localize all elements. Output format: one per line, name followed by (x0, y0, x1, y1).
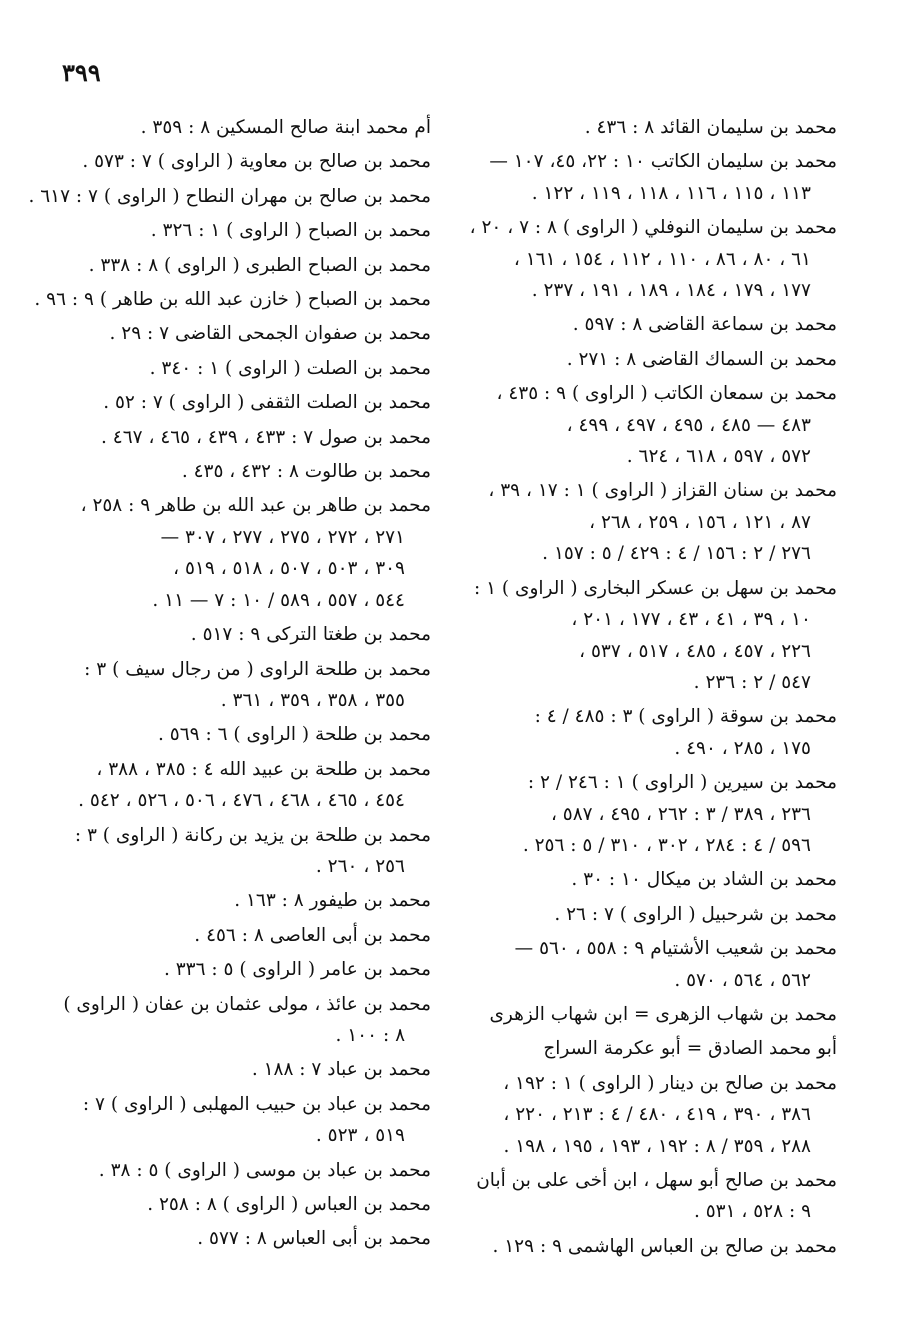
entry-heading-line: محمد بن عباد بن حبيب المهلبى ( الراوى ) ٧ : (82, 1093, 431, 1115)
index-entry (437, 344, 837, 375)
entry-continuation-line: ١٧٥ ، ٢٨٥ ، ٤٩٠ . (674, 737, 811, 759)
entry-heading-line: محمد بن صول ٧ : ٤٣٣ ، ٤٣٩ ، ٤٦٥ ، ٤٦٧ . (101, 426, 431, 448)
entry-continuation-line: ١١٣ ، ١١٥ ، ١١٦ ، ١١٨ ، ١١٩ ، ١٢٢ . (531, 182, 811, 204)
index-entry (437, 933, 837, 996)
index-entry (41, 1189, 431, 1220)
entry-continuation-line: ١٧٧ ، ١٧٩ ، ١٨٤ ، ١٨٩ ، ١٩١ ، ٢٣٧ . (531, 280, 811, 302)
entry-heading-line: محمد بن صفوان الجمحى القاضى ٧ : ٢٩ . (109, 323, 431, 345)
entry-continuation-line: ٥٧٢ ، ٥٩٧ ، ٦١٨ ، ٦٢٤ . (626, 446, 811, 468)
entry-continuation-line: ٣٠٩ ، ٥٠٣ ، ٥٠٧ ، ٥١٨ ، ٥١٩ ، (173, 558, 405, 580)
entry-continuation-line: ٢٨٨ ، ٣٥٩ / ٨ : ١٩٢ ، ١٩٣ ، ١٩٥ ، ١٩٨ . (503, 1135, 811, 1157)
entry-heading-line: محمد بن الصلت ( الراوى ) ١ : ٣٤٠ . (149, 357, 431, 379)
entry-heading-line: محمد بن صالح بن مهران النطاح ( الراوى ) ٧ : ٦١٧ . (28, 185, 431, 207)
entry-heading-line: محمد بن أبى العاصى ٨ : ٤٥٦ . (194, 924, 431, 946)
index-entry (41, 146, 431, 177)
entry-heading-line: محمد بن سوقة ( الراوى ) ٣ : ٤٨٥ / ٤ : (534, 706, 837, 728)
index-entry (437, 999, 837, 1030)
index-entry (437, 378, 837, 472)
entry-heading-line: محمد بن طالوت ٨ : ٤٣٢ ، ٤٣٥ . (181, 461, 431, 483)
entry-heading-line: محمد بن سليمان النوفلي ( الراوى ) ٨ : ٧ ، ٢٠ ، (469, 217, 837, 239)
index-entry (41, 1155, 431, 1186)
entry-continuation-line: ٦١ ، ٨٠ ، ٨٦ ، ١١٠ ، ١١٢ ، ١٥٤ ، ١٦١ ، (513, 248, 811, 270)
index-entry (41, 1054, 431, 1085)
index-entry (41, 112, 431, 143)
entry-heading-line: محمد بن سهل بن عسكر البخارى ( الراوى ) ١ : (473, 577, 837, 599)
entry-heading-line: محمد بن طلحة الراوى ( من رجال سيف ) ٣ : (84, 658, 431, 680)
entry-heading-line: محمد بن السماك القاضى ٨ : ٢٧١ . (566, 348, 837, 370)
entry-continuation-line: ٢٢٦ ، ٤٥٧ ، ٤٨٥ ، ٥١٧ ، ٥٣٧ ، (579, 640, 811, 662)
entry-continuation-line: ٥٤٤ ، ٥٥٧ ، ٥٨٩ / ١٠ : ٧ — ١١ . (152, 589, 405, 611)
entry-continuation-line: ٥٦٢ ، ٥٦٤ ، ٥٧٠ . (674, 969, 811, 991)
entry-heading-line: محمد بن صالح بن دينار ( الراوى ) ١ : ١٩٢ ، (503, 1072, 837, 1094)
entry-heading-line: محمد بن شعيب الأشتيام ٩ : ٥٥٨ ، ٥٦٠ — (514, 938, 837, 960)
entry-continuation-line: ٢٥٦ ، ٢٦٠ . (315, 855, 405, 877)
entry-heading-line: محمد بن الصلت الثقفى ( الراوى ) ٧ : ٥٢ . (103, 392, 431, 414)
entry-continuation-line: ٥١٩ ، ٥٢٣ . (315, 1125, 405, 1147)
entry-heading-line: محمد بن سمعان الكاتب ( الراوى ) ٩ : ٤٣٥ ، (496, 383, 837, 405)
entry-heading-line: محمد بن سماعة القاضى ٨ : ٥٩٧ . (572, 314, 837, 336)
index-column-left (28, 112, 431, 1255)
entry-heading-line: محمد بن صالح أبو سهل ، ابن أخى على بن أبان (476, 1170, 837, 1191)
index-entry (437, 1033, 837, 1064)
entry-continuation-line: ٤٨٣ — ٤٨٥ ، ٤٩٥ ، ٤٩٧ ، ٤٩٩ ، (566, 414, 811, 436)
entry-heading-line: محمد بن الصباح ( الراوى ) ١ : ٣٢٦ . (150, 220, 431, 242)
entry-heading-line: محمد بن شرحبيل ( الراوى ) ٧ : ٢٦ . (554, 903, 837, 925)
entry-heading-line: محمد بن الصباح الطبرى ( الراوى ) ٨ : ٣٣٨ . (88, 254, 431, 276)
entry-continuation-line: ٢٧١ ، ٢٧٢ ، ٢٧٥ ، ٢٧٧ ، ٣٠٧ — (160, 526, 405, 548)
entry-continuation-line: ١٠ ، ٣٩ ، ٤١ ، ٤٣ ، ١٧٧ ، ٢٠١ ، (571, 609, 811, 631)
entry-continuation-line: ٤٥٤ ، ٤٦٥ ، ٤٦٨ ، ٤٧٦ ، ٥٠٦ ، ٥٢٦ ، ٥٤٢ . (78, 790, 405, 812)
page-number: ٣٩٩ (62, 58, 101, 87)
index-entry (437, 899, 837, 930)
index-entry (41, 250, 431, 281)
index-entry (437, 1068, 837, 1162)
index-entry (437, 701, 837, 764)
entry-heading-line: محمد بن عامر ( الراوى ) ٥ : ٣٣٦ . (163, 959, 431, 981)
index-column-right (437, 112, 837, 1262)
entry-heading-line: محمد بن طاهر بن عبد الله بن طاهر ٩ : ٢٥٨ ، (80, 495, 431, 517)
entry-continuation-line: ٨٧ ، ١٢١ ، ١٥٦ ، ٢٥٩ ، ٢٦٨ ، (589, 511, 811, 533)
index-entry (41, 353, 431, 384)
index-entry (41, 422, 431, 453)
index-entry (28, 181, 431, 212)
entry-heading-line: أم محمد ابنة صالح المسكين ٨ : ٣٥٩ . (140, 117, 431, 138)
index-entry (437, 1231, 837, 1262)
entry-heading-line: محمد بن صالح بن معاوية ( الراوى ) ٧ : ٥٧٣ . (82, 151, 431, 173)
index-entry (437, 309, 837, 340)
index-entry (41, 654, 431, 717)
index-entry (41, 820, 431, 883)
entry-heading-line: محمد بن عائذ ، مولى عثمان بن عفان ( الراوى ) (63, 993, 431, 1015)
entry-heading-line: محمد بن سليمان الكاتب ١٠ : ٢٢، ٤٥، ١٠٧ — (489, 151, 837, 173)
entry-heading-line: أبو محمد الصادق = أبو عكرمة السراج (543, 1038, 837, 1060)
entry-continuation-line: ٥٤٧ / ٢ : ٢٣٦ . (693, 671, 811, 693)
index-entry (41, 920, 431, 951)
index-entry (41, 719, 431, 750)
entry-continuation-line: ٣٨٦ ، ٣٩٠ ، ٤١٩ ، ٤٨٠ / ٤ : ٢١٣ ، ٢٢٠ ، (503, 1104, 811, 1126)
index-entry (41, 619, 431, 650)
entry-heading-line: محمد بن الشاد بن ميكال ١٠ : ٣٠ . (571, 869, 837, 891)
entry-continuation-line: ٢٣٦ ، ٣٨٩ / ٣ : ٢٦٢ ، ٤٩٥ ، ٥٨٧ ، (550, 803, 811, 825)
index-entry (437, 1165, 837, 1228)
index-entry (41, 754, 431, 817)
index-entry (437, 573, 837, 699)
entry-heading-line: محمد بن سنان القزاز ( الراوى ) ١ : ١٧ ، ٣٩ ، (488, 480, 837, 502)
index-entry (437, 112, 837, 143)
index-entry (437, 767, 837, 861)
entry-heading-line: محمد بن طلحة ( الراوى ) ٦ : ٥٦٩ . (158, 724, 431, 746)
entry-heading-line: محمد بن طلحة بن عبيد الله ٤ : ٣٨٥ ، ٣٨٨ ، (96, 758, 431, 780)
index-entry (41, 215, 431, 246)
entry-continuation-line: ٨ : ١٠٠ . (335, 1024, 405, 1046)
entry-heading-line: محمد بن طغتا التركى ٩ : ٥١٧ . (190, 624, 431, 646)
entry-heading-line: محمد بن أبى العباس ٨ : ٥٧٧ . (197, 1228, 431, 1250)
entry-heading-line: محمد بن طلحة بن يزيد بن ركانة ( الراوى ) ٣ : (74, 824, 431, 846)
index-entry (34, 284, 431, 315)
index-entry (41, 490, 431, 616)
entry-heading-line: محمد بن صالح بن العباس الهاشمى ٩ : ١٢٩ . (492, 1235, 837, 1257)
index-entry (41, 885, 431, 916)
index-entry (41, 989, 431, 1052)
entry-heading-line: محمد بن شهاب الزهرى = ابن شهاب الزهرى (489, 1003, 837, 1025)
index-entry (437, 146, 837, 209)
entry-heading-line: محمد بن الصباح ( خازن عبد الله بن طاهر ) ٩ : ٩٦ . (34, 289, 431, 311)
index-entry (41, 456, 431, 487)
index-entry (41, 387, 431, 418)
entry-continuation-line: ٥٩٦ / ٤ : ٢٨٤ ، ٣٠٢ ، ٣١٠ / ٥ : ٢٥٦ . (522, 834, 811, 856)
index-entry (41, 318, 431, 349)
index-entry (41, 954, 431, 985)
index-entry (41, 1089, 431, 1152)
entry-heading-line: محمد بن عباد بن موسى ( الراوى ) ٥ : ٣٨ . (98, 1159, 431, 1181)
index-entry (437, 212, 837, 306)
entry-heading-line: محمد بن عباد ٧ : ١٨٨ . (251, 1059, 431, 1081)
entry-heading-line: محمد بن طيفور ٨ : ١٦٣ . (234, 890, 431, 912)
entry-continuation-line: ٣٥٥ ، ٣٥٨ ، ٣٥٩ ، ٣٦١ . (220, 689, 405, 711)
entry-heading-line: محمد بن العباس ( الراوى ) ٨ : ٢٥٨ . (147, 1194, 431, 1215)
index-entry (437, 475, 837, 569)
entry-heading-line: محمد بن سيرين ( الراوى ) ١ : ٢٤٦ / ٢ : (527, 772, 837, 794)
index-entry (437, 864, 837, 895)
entry-continuation-line: ٩ : ٥٢٨ ، ٥٣١ . (693, 1201, 811, 1223)
entry-heading-line: محمد بن سليمان القائد ٨ : ٤٣٦ . (584, 117, 837, 138)
entry-continuation-line: ٢٧٦ / ٢ : ١٥٦ / ٤ : ٤٢٩ / ٥ : ١٥٧ . (542, 543, 811, 565)
index-entry (41, 1223, 431, 1254)
